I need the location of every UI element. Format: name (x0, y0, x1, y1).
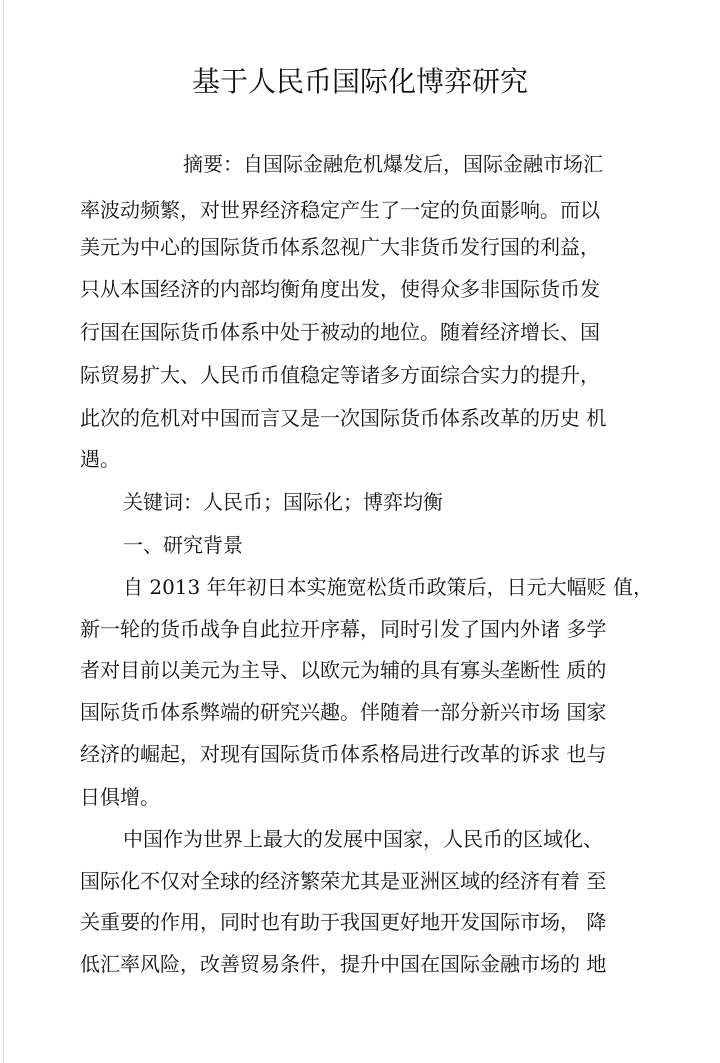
paragraph-line: 日俱增。 (80, 785, 160, 809)
section-heading: 一、研究背景 (123, 533, 243, 557)
paragraph-line: 国际货币体系弊端的研究兴趣。伴随着一部分新兴市场 国家 (80, 700, 607, 724)
page-edge-line (3, 0, 4, 1063)
paragraph-line: 国际化不仅对全球的经济繁荣尤其是亚洲区域的经济有着 至 (80, 869, 607, 893)
keywords-line: 关键词：人民币；国际化；博弈均衡 (123, 490, 443, 514)
paragraph-line: 经济的崛起，对现有国际货币体系格局进行改革的诉求 也与 (80, 742, 607, 766)
abstract-line: 遇。 (80, 447, 120, 471)
abstract-line: 际贸易扩大、人民币币值稳定等诸多方面综合实力的提升， (80, 363, 600, 387)
paragraph-line: 新一轮的货币战争自此拉开序幕，同时引发了国内外诸 多学 (80, 617, 607, 641)
abstract-line: 美元为中心的国际货币体系忽视广大非货币发行国的利益， (80, 235, 600, 259)
abstract-line: 只从本国经济的内部均衡角度出发，使得众多非国际货币发 (80, 277, 600, 301)
paragraph-line: 低汇率风险，改善贸易条件，提升中国在国际金融市场的 地 (80, 952, 607, 976)
abstract-line: 行国在国际货币体系中处于被动的地位。随着经济增长、国 (80, 320, 600, 344)
paragraph-line: 自 2013 年年初日本实施宽松货币政策后，日元大幅贬 值， (123, 575, 653, 599)
abstract-line: 此次的危机对中国而言又是一次国际货币体系改革的历史 机 (80, 406, 607, 430)
paragraph-line: 中国作为世界上最大的发展中国家，人民币的区域化、 (123, 827, 603, 851)
abstract-line: 率波动频繁，对世界经济稳定产生了一定的负面影响。而以 (80, 198, 600, 222)
abstract-line: 摘要：自国际金融危机爆发后，国际金融市场汇 (183, 152, 603, 176)
paragraph-line: 关重要的作用，同时也有助于我国更好地开发国际市场， 降 (80, 910, 607, 934)
paragraph-line: 者对目前以美元为主导、以欧元为辅的具有寡头垄断性 质的 (80, 658, 607, 682)
document-title: 基于人民币国际化博弈研究 (191, 65, 528, 98)
